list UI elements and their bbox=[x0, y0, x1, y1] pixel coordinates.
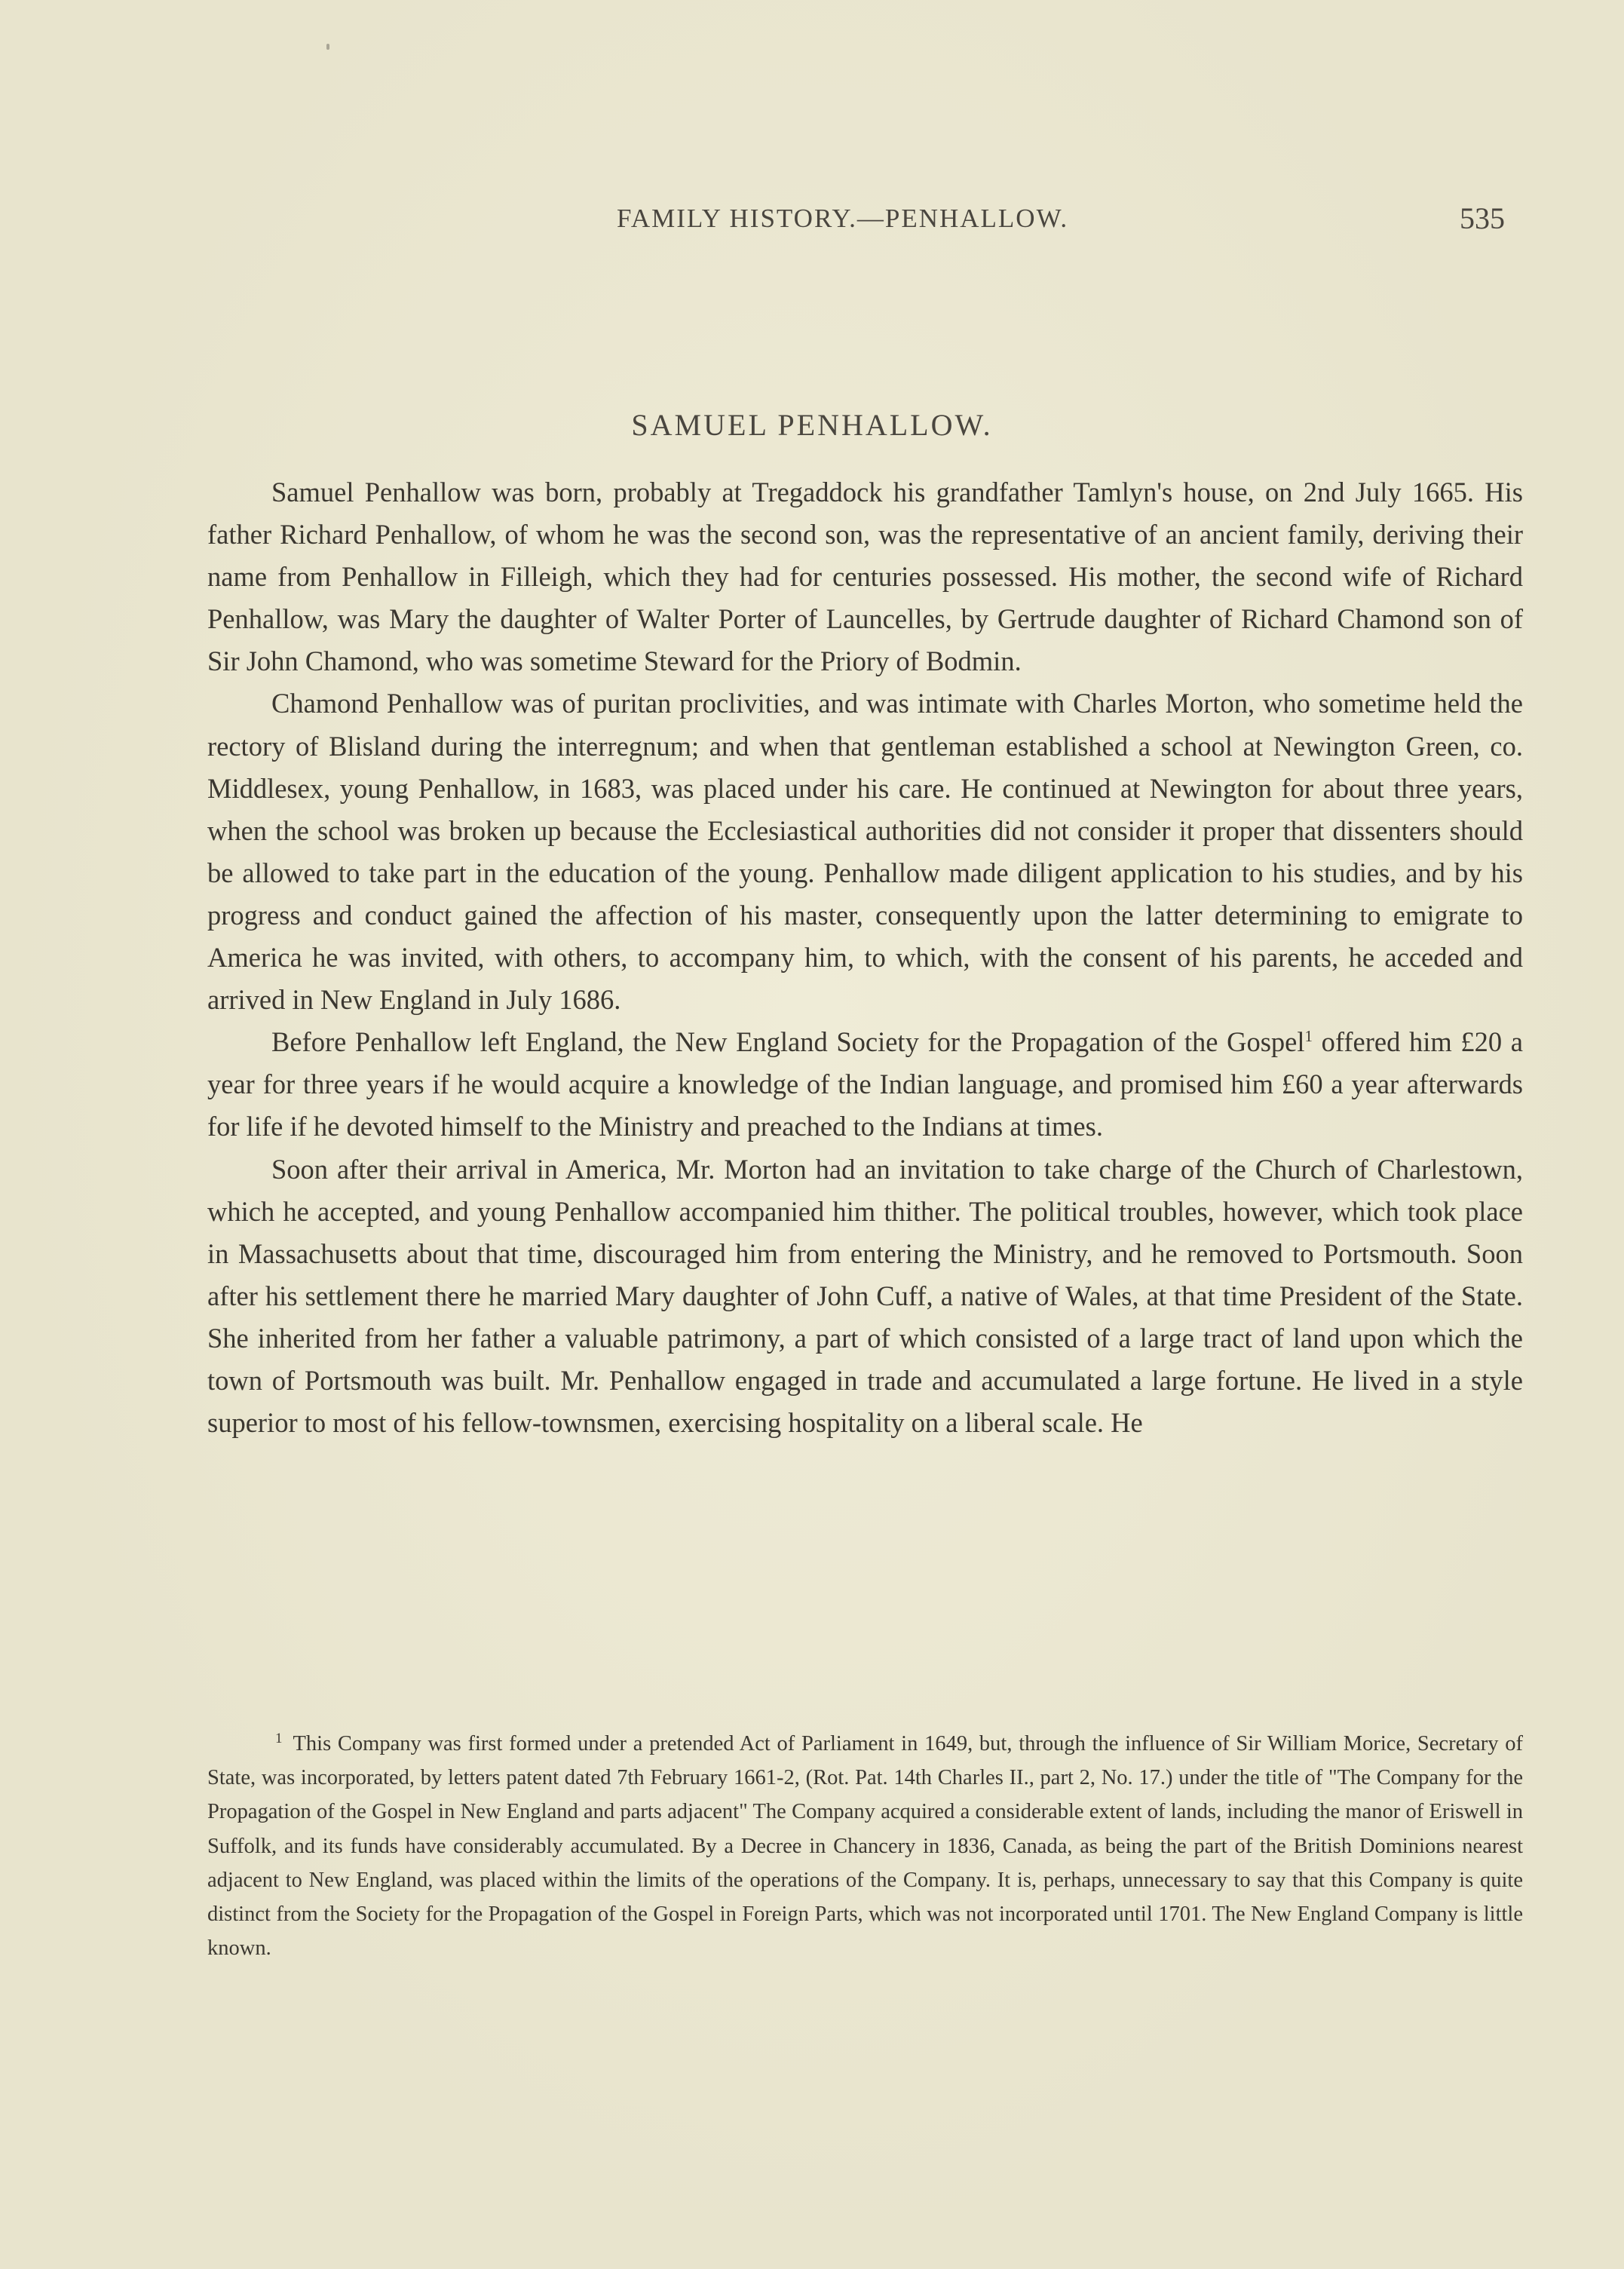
footnotes bbox=[207, 1727, 1523, 1965]
paragraph bbox=[207, 682, 1523, 1021]
footnote-number: 1 bbox=[275, 1730, 283, 1746]
chapter-title: SAMUEL PENHALLOW. bbox=[631, 408, 993, 442]
footnote bbox=[207, 1727, 1523, 1965]
main-text bbox=[207, 471, 1523, 1444]
footnote-reference-marker: 1 bbox=[1304, 1027, 1313, 1046]
paragraph-text: Samuel Penhallow was born, probably at Tregaddock his grandfather Tamlyn's house, on 2nd July 1665. His father Richard Penhallow, of whom he was the second son, was the representative of an ancient family, deriving their name from Penhallow in Filleigh, which they had for centuries possessed. His mother, the second wife of Richard Penhallow, was Mary the daughter of Walter Porter of Launcelles, by Gertrude daughter of Richard Chamond son of Sir John Chamond, who was sometime Steward for the Priory of Bodmin. bbox=[207, 477, 1523, 677]
paragraph bbox=[207, 1148, 1523, 1445]
running-header-title: FAMILY HISTORY.—PENHALLOW. bbox=[617, 204, 1069, 233]
ink-speck bbox=[326, 44, 329, 50]
paragraph-text: Chamond Penhallow was of puritan proclivities, and was intimate with Charles Morton, who sometime held the rectory of Blisland during the interregnum; and when that gentleman established a school at Newington Green, co. Middlesex, young Penhallow, in 1683, was placed under his care. He continued at Newington for about three years, when the school was broken up because the Ecclesiastical authorities did not consider it proper that dissenters should be allowed to take part in the education of the young. Penhallow made diligent application to his studies, and by his progress and conduct gained the affection of his master, consequently upon the latter determining to emigrate to America he was invited, with others, to accompany him, to which, with the consent of his parents, he acceded and arrived in New England in July 1686. bbox=[207, 688, 1523, 1016]
paragraph-text: Soon after their arrival in America, Mr. Morton had an invitation to take charge of the Church of Charlestown, which he accepted, and young Penhallow accompanied him thither. The political troubles, however, which took place in Massachusetts about that time, discouraged him from entering the Ministry, and he removed to Portsmouth. Soon after his settlement there he married Mary daughter of John Cuff, a native of Wales, at that time President of the State. She inherited from her father a valuable patrimony, a part of which consisted of a large tract of land upon which the town of Portsmouth was built. Mr. Penhallow engaged in trade and accumulated a large fortune. He lived in a style superior to most of his fellow-townsmen, exercising hospitality on a liberal scale. He bbox=[207, 1153, 1523, 1439]
paragraph bbox=[207, 1021, 1523, 1148]
footnote-text: This Company was first formed under a pretended Act of Parliament in 1649, but, through the influence of Sir William Morice, Secretary of State, was incorporated, by letters patent dated 7th February 1661-2, (Rot. Pat. 14th Charles II., part 2, No. 17.) under the title of "The Company for the Propagation of the Gospel in New England and parts adjacent" The Company acquired a considerable extent of lands, including the manor of Eriswell in Suffolk, and its funds have considerably accumulated. By a Decree in Chancery in 1836, Canada, as being the part of the British Dominions nearest adjacent to New England, was placed within the limits of the operations of the Company. It is, perhaps, unnecessary to say that this Company is quite distinct from the Society for the Propagation of the Gospel in Foreign Parts, which was not incorporated until 1701. The New England Company is little known. bbox=[207, 1732, 1523, 1961]
page-number: 535 bbox=[1460, 201, 1505, 235]
paragraph bbox=[207, 471, 1523, 682]
paragraph-text: offered him £20 a year for three years if he would acquire a knowledge of the Indian language, and promised him £60 a year afterwards for life if he devoted himself to the Ministry and preached to the Indians at times. bbox=[207, 1026, 1523, 1142]
paragraph-text: Before Penhallow left England, the New England Society for the Propagation of the Gospel bbox=[271, 1026, 1305, 1058]
